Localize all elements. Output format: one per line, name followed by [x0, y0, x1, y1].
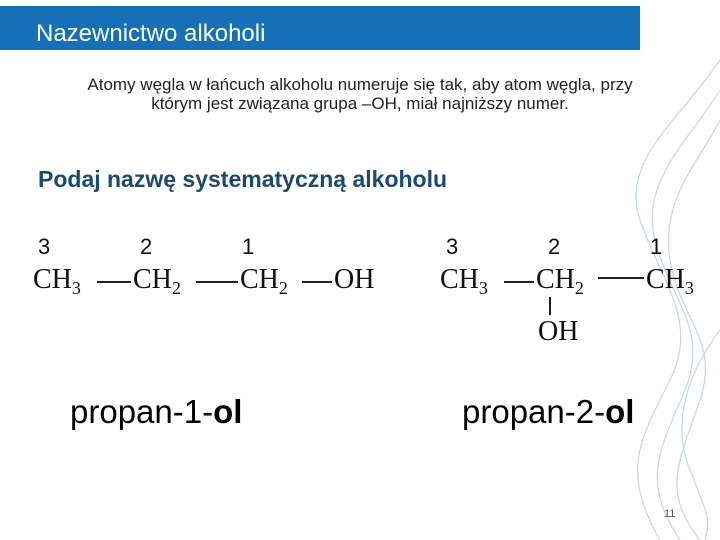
- right-group-c1: $CH_3$: [646, 264, 694, 298]
- left-group-c3: $CH_3$: [33, 264, 81, 298]
- intro-line-2: którym jest związana grupa –OH, miał najniższy numer.: [151, 94, 569, 113]
- right-group-c3: $CH_3$: [440, 264, 488, 298]
- right-bond-2-1: [598, 277, 644, 279]
- page-number: 11: [664, 508, 676, 520]
- left-carbon-number-2: 2: [140, 234, 153, 259]
- right-group-oh: OH: [538, 316, 579, 347]
- left-group-c1: $CH_2$: [240, 264, 288, 298]
- left-carbon-number-1: 1: [242, 234, 255, 259]
- right-carbon-number-2: 2: [548, 234, 561, 259]
- right-carbon-number-1: 1: [650, 234, 663, 259]
- left-bond-1-oh: [302, 281, 332, 283]
- slide-title: Nazewnictwo alkoholi: [36, 20, 266, 47]
- right-bond-2-oh: [549, 297, 551, 315]
- right-molecule-name: propan-2-ol: [462, 393, 635, 430]
- left-molecule-name: propan-1-ol: [70, 393, 243, 430]
- right-carbon-number-3: 3: [446, 234, 459, 259]
- task-prompt: Podaj nazwę systematyczną alkoholu: [38, 166, 448, 192]
- left-group-c2: $CH_2$: [133, 264, 181, 298]
- left-bond-2-1: [196, 281, 238, 283]
- intro-text: [30, 75, 690, 113]
- right-bond-3-2: [504, 281, 534, 283]
- intro-line-1: Atomy węgla w łańcuch alkoholu numeruje się tak, aby atom węgla, przy: [87, 75, 633, 94]
- left-group-oh: OH: [334, 264, 375, 295]
- right-group-c2: $CH_2$: [536, 264, 584, 298]
- left-bond-3-2: [97, 281, 131, 283]
- left-carbon-number-3: 3: [38, 234, 51, 259]
